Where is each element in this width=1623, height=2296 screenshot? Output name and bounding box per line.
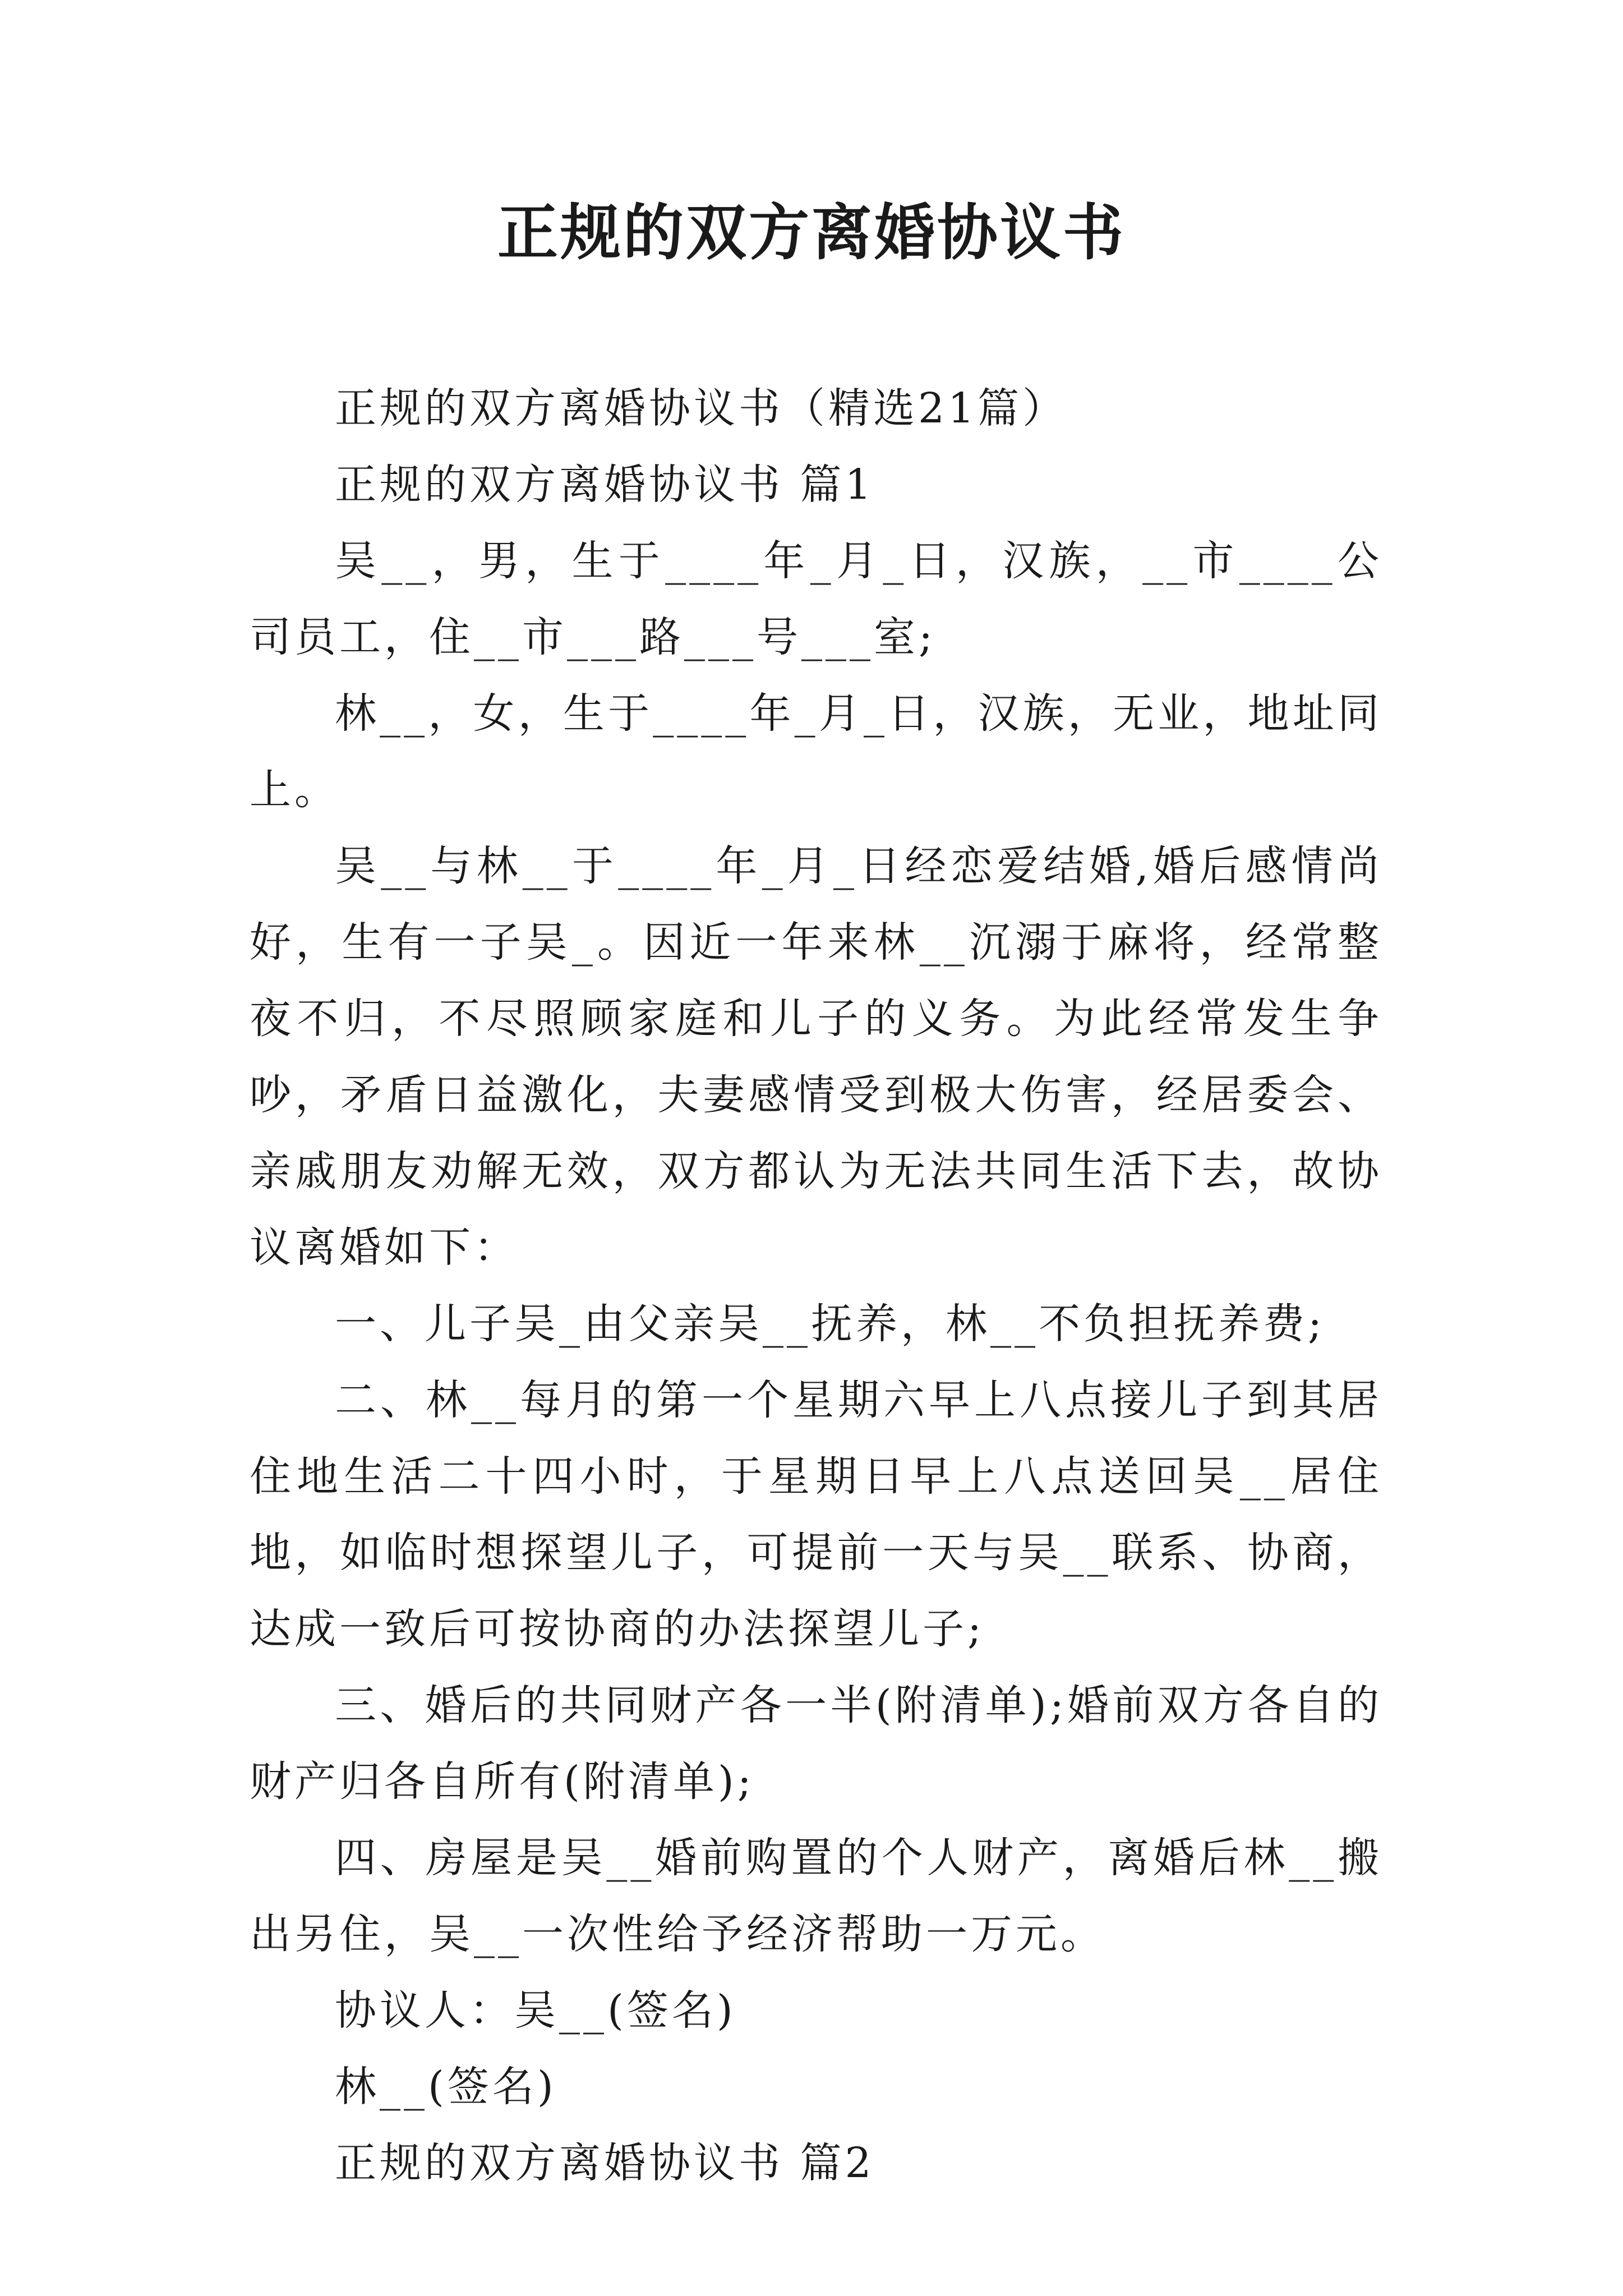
paragraph-subtitle: 正规的双方离婚协议书（精选21篇） bbox=[335, 384, 1068, 432]
paragraph-section-heading-2: 正规的双方离婚协议书 篇2 bbox=[335, 2139, 875, 2187]
paragraph-background: 吴__与林__于____年_月_日经恋爱结婚,婚后感情尚好，生有一子吴_。因近一年来林__沉溺于麻将，经常整夜不归，不尽照顾家庭和儿子的义务。为此经常发生争吵，矛盾日益激化，夫妻感情受到极大伤害，经居委会、亲戚朋友劝解无效，双方都认为无法共同生活下去，故协议离婚如下： bbox=[250, 842, 1382, 1272]
document-title: 正规的双方离婚协议书 bbox=[497, 197, 1126, 268]
paragraph-section-heading-1: 正规的双方离婚协议书 篇1 bbox=[335, 461, 875, 509]
paragraph-signature-wife: 林__(签名) bbox=[335, 2063, 557, 2111]
paragraph-clause-2: 二、林__每月的第一个星期六早上八点接儿子到其居住地生活二十四小时，于星期日早上八点送回吴__居住地，如临时想探望儿子，可提前一天与吴__联系、协商，达成一致后可按协商的办法探望儿子; bbox=[250, 1376, 1382, 1653]
paragraph-party-husband: 吴__，男，生于____年_月_日，汉族，__市____公司员工，住__市___路___号___室; bbox=[250, 537, 1382, 661]
paragraph-signature-husband: 协议人：吴__(签名) bbox=[335, 1986, 736, 2035]
paragraph-clause-4: 四、房屋是吴__婚前购置的个人财产，离婚后林__搬出另住，吴__一次性给予经济帮助一万元。 bbox=[250, 1834, 1382, 1958]
paragraph-clause-1: 一、儿子吴_由父亲吴__抚养，林__不负担抚养费; bbox=[335, 1300, 1325, 1348]
paragraph-clause-3: 三、婚后的共同财产各一半(附清单);婚前双方各自的财产归各自所有(附清单); bbox=[250, 1681, 1382, 1806]
paragraph-party-wife: 林__，女，生于____年_月_日，汉族，无业，地址同上。 bbox=[250, 689, 1382, 814]
document-body bbox=[250, 370, 1382, 2201]
